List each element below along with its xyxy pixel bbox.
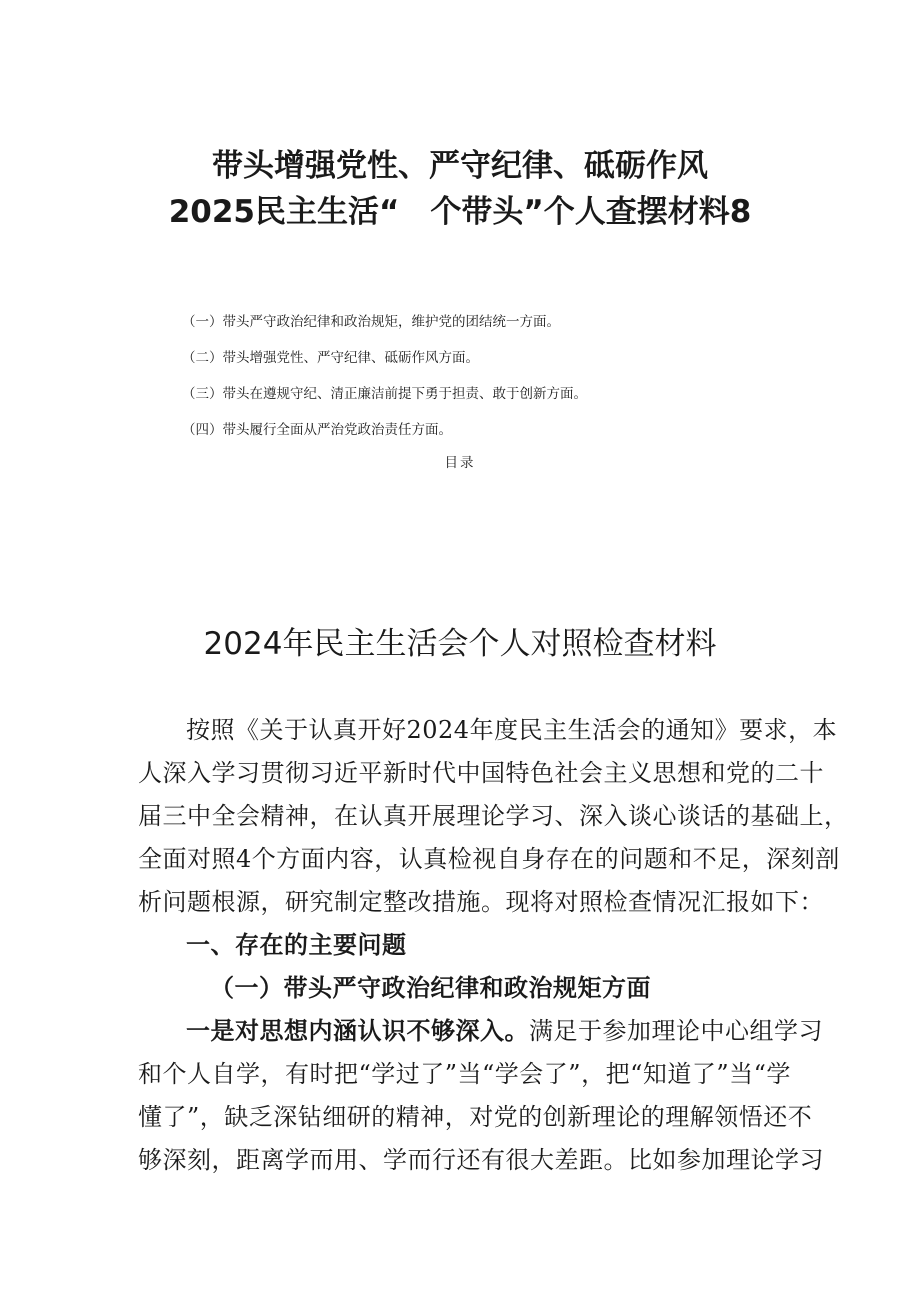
toc-item-4[interactable]: （四）带头履行全面从严治党政治责任方面。 [182,422,452,438]
point-1-lead: 一是对思想内涵认识不够深入。 [186,1016,529,1045]
intro-line: 按照《关于认真开好2024年度民主生活会的通知》要求，本 [186,716,838,744]
point-1-line: 懂了”，缺乏深钻细研的精神，对党的创新理论的理解领悟还不 [138,1103,813,1131]
toc-item-1[interactable]: （一）带头严守政治纪律和政治规矩，维护党的团结统一方面。 [182,314,560,330]
intro-line: 析问题根源，研究制定整改措施。现将对照检查情况汇报如下： [138,888,824,916]
toc-label: 目录 [444,455,476,471]
document-title-line-1: 带头增强党性、严守纪律、砥砺作风 [212,148,708,184]
section-title: 2024年民主生活会个人对照检查材料 [203,626,717,662]
intro-line: 人深入学习贯彻习近平新时代中国特色社会主义思想和党的二十 [138,759,824,787]
table-of-contents [182,304,742,448]
intro-line: 全面对照4个方面内容，认真检视自身存在的问题和不足，深刻剖 [138,845,840,873]
point-1-first-line [138,1013,823,1056]
intro-line: 届三中全会精神，在认真开展理论学习、深入谈心谈话的基础上， [138,802,849,830]
toc-item-3[interactable]: （三）带头在遵规守纪、清正廉洁前提下勇于担责、敢于创新方面。 [182,386,587,402]
heading-level-1: 一、存在的主要问题 [186,930,407,959]
point-1-line: 够深刻，距离学而用、学而行还有很大差距。比如参加理论学习 [138,1146,824,1174]
document-title-line-2: 2025民主生活“ 个带头”个人查摆材料8 [168,194,752,230]
heading-level-2: （一）带头严守政治纪律和政治规矩方面 [210,973,651,1002]
point-1-line: 和个人自学，有时把“学过了”当“学会了”，把“知道了”当“学 [138,1060,791,1088]
toc-item-2[interactable]: （二）带头增强党性、严守纪律、砥砺作风方面。 [182,350,479,366]
body-text [138,712,849,1185]
point-1-text: 满足于参加理论中心组学习 [529,1017,823,1045]
